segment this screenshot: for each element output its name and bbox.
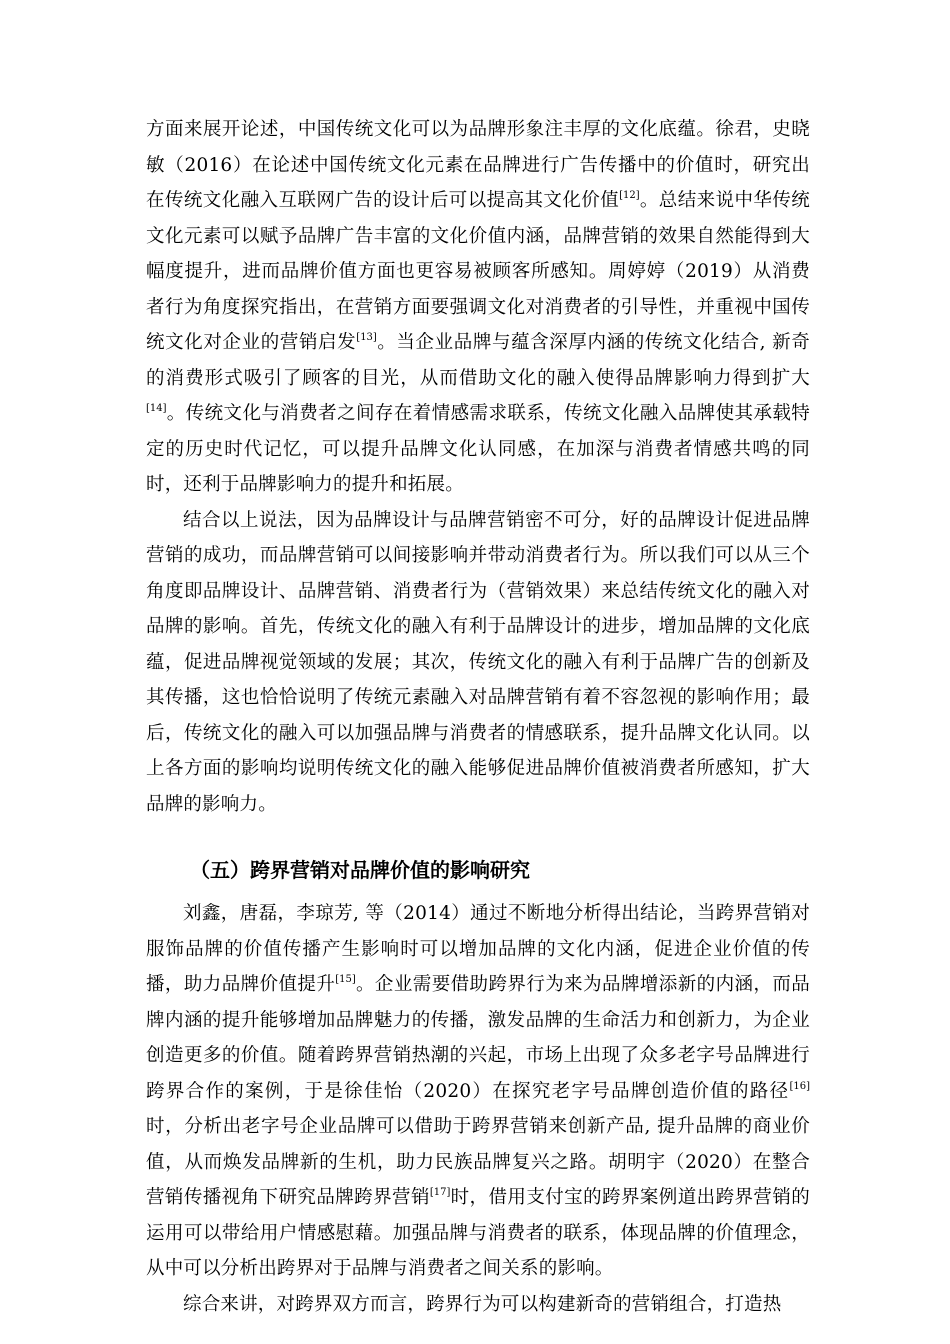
citation-reference: [12] — [619, 190, 640, 201]
body-paragraph — [146, 112, 810, 503]
paragraph-text: 。传统文化与消费者之间存在着情感需求联系，传统文化融入品牌使其承载特定的历史时代记忆，可以提升品牌文化认同感，在加深与消费者情感共鸣的同时，还利于品牌影响力的提升和拓展。 — [146, 403, 810, 495]
section-heading: （五）跨界营销对品牌价值的影响研究 — [190, 858, 530, 882]
paragraph-text: 刘鑫，唐磊，李琼芳, 等（2014）通过不断地分析得出结论，当跨界营销对服饰品牌的价值传播产生影响时可以增加品牌的文化内涵，促进企业价值的传播，助力品牌价值提升 — [146, 903, 810, 995]
paragraph-text: 时，借用支付宝的跨界案例道出跨界营销的运用可以带给用户情感慰藉。加强品牌与消费者的联系，体现品牌的价值理念，从中可以分析出跨界对于品牌与消费者之间关系的影响。 — [146, 1187, 810, 1279]
paragraph-text: 。企业需要借助跨界行为来为品牌增添新的内涵，而品牌内涵的提升能够增加品牌魅力的传播，激发品牌的生命活力和创新力，为企业创造更多的价值。随着跨界营销热潮的兴起，市场上出现了众多老字号品牌进行跨界合作的案例，于是徐佳怡（2020）在探究老字号品牌创造价值的路径 — [146, 974, 810, 1102]
paragraph-text: 方面来展开论述，中国传统文化可以为品牌形象注丰厚的文化底蕴。徐君，史晓敏（2016）在论述中国传统文化元素在品牌进行广告传播中的价值时，研究出在传统文化融入互联网广告的设计后可以提高其文化价值 — [146, 119, 810, 211]
paragraph-text: 。当企业品牌与蕴含深厚内涵的传统文化结合, 新奇的消费形式吸引了顾客的目光，从而借助文化的融入使得品牌影响力得到扩大 — [146, 332, 810, 389]
citation-reference: [16] — [789, 1080, 810, 1092]
paragraph-text: 综合来讲，对跨界双方而言，跨界行为可以构建新奇的营销组合，打造热 — [183, 1293, 782, 1315]
paragraph-text: 时，分析出老字号企业品牌可以借助于跨界营销来创新产品, 提升品牌的商业价值，从而焕发品牌新的生机，助力民族品牌复兴之路。胡明宇（2020）在整合营销传播视角下研究品牌跨界营销 — [146, 1116, 810, 1208]
citation-reference: [13] — [356, 332, 377, 343]
citation-reference: [15] — [335, 974, 356, 985]
body-paragraph — [146, 1287, 810, 1323]
paragraph-text: 结合以上说法，因为品牌设计与品牌营销密不可分，好的品牌设计促进品牌营销的成功，而品牌营销可以间接影响并带动消费者行为。所以我们可以从三个角度即品牌设计、品牌营销、消费者行为（营销效果）来总结传统文化的融入对品牌的影响。首先，传统文化的融入有利于品牌设计的进步，增加品牌的文化底蕴，促进品牌视觉领域的发展；其次，传统文化的融入有利于品牌广告的创新及其传播，这也恰恰说明了传统元素融入对品牌营销有着不容忽视的影响作用；最后，传统文化的融入可以加强品牌与消费者的情感联系，提升品牌文化认同。以上各方面的影响均说明传统文化的融入能够促进品牌价值被消费者所感知，扩大品牌的影响力。 — [146, 509, 810, 815]
citation-reference: [14] — [146, 403, 167, 414]
body-paragraph — [146, 503, 810, 823]
citation-reference: [17] — [429, 1187, 451, 1198]
body-paragraph — [146, 896, 810, 1287]
paragraph-text: 。总结来说中华传统文化元素可以赋予品牌广告丰富的文化价值内涵，品牌营销的效果自然能得到大幅度提升，进而品牌价值方面也更容易被顾客所感知。周婷婷（2019）从消费者行为角度探究指出，在营销方面要强调文化对消费者的引导性，并重视中国传统文化对企业的营销启发 — [146, 190, 810, 353]
document-page — [146, 112, 810, 1322]
